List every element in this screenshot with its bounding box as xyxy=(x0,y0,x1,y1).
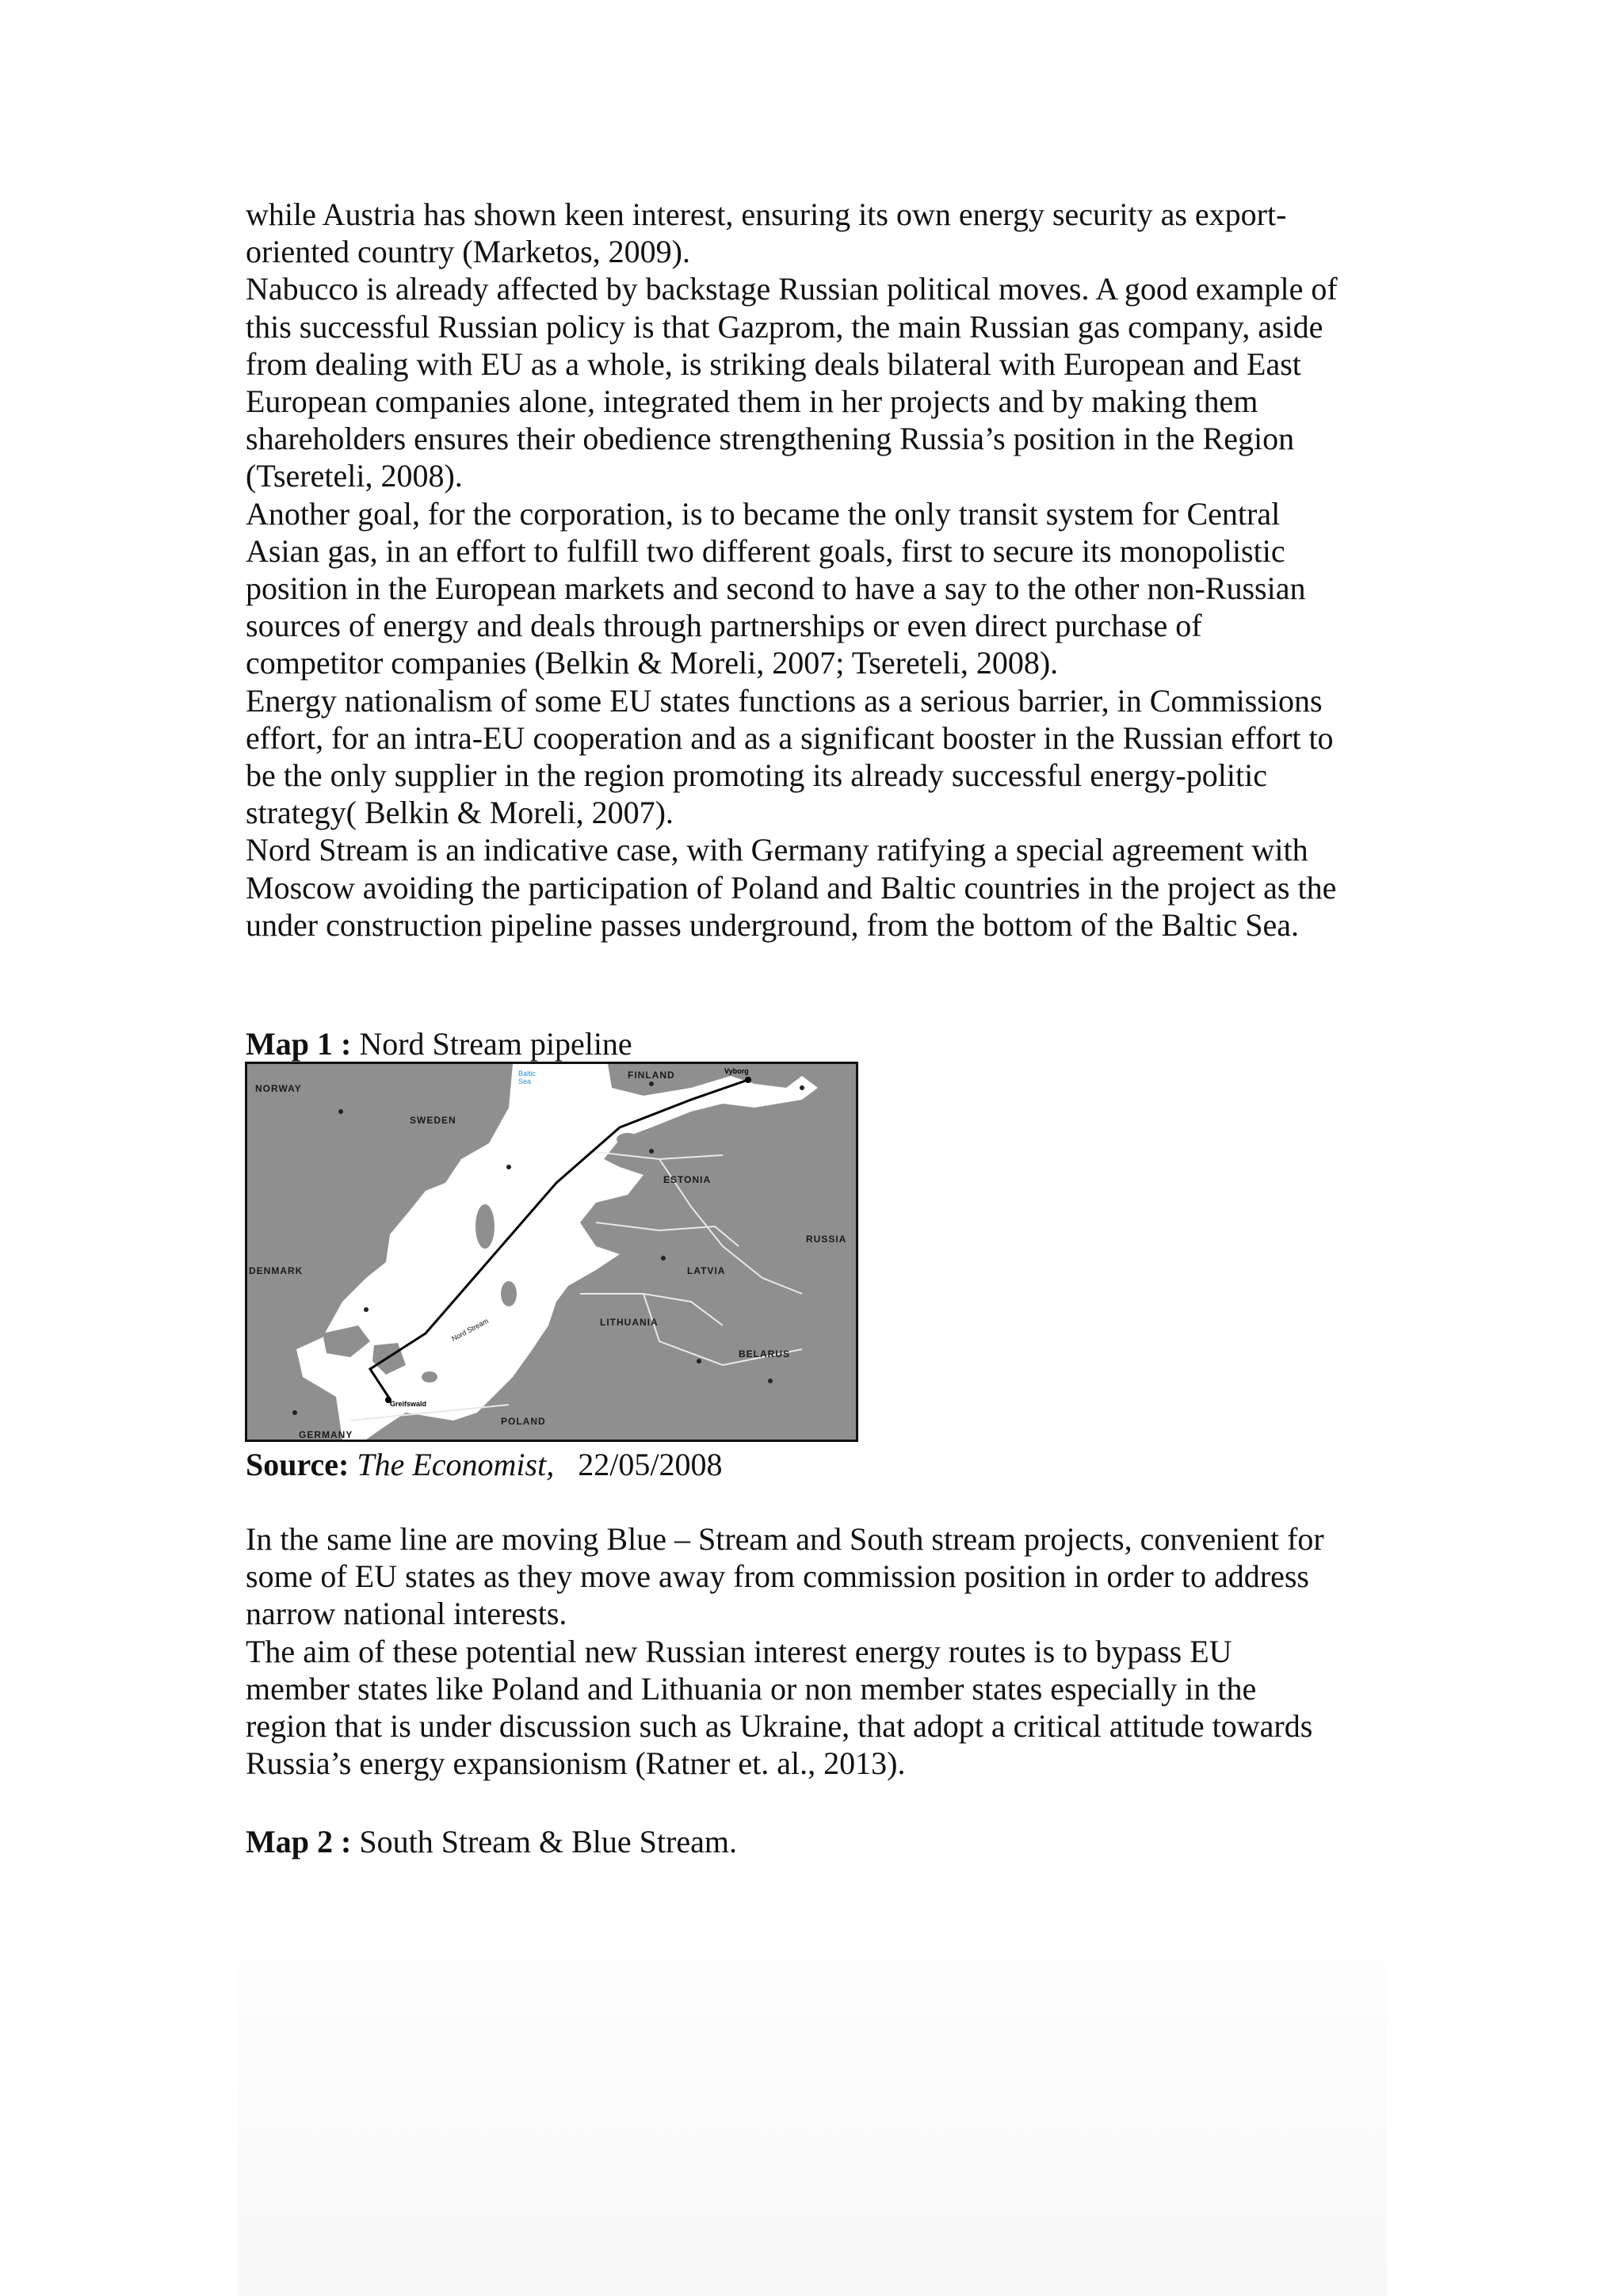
map1-title: Nord Stream pipeline xyxy=(359,1026,632,1062)
text-line: In the same line are moving Blue – Stream and South stream projects, convenient for xyxy=(246,1521,1324,1557)
map1-caption xyxy=(246,1025,1403,1062)
label-sea-1: Baltic xyxy=(518,1070,537,1077)
text-line: region that is under discussion such as Ukraine, that adopt a critical attitude towards xyxy=(246,1708,1313,1745)
map1-label: Map 1 : xyxy=(246,1026,352,1062)
map2-label: Map 2 : xyxy=(246,1824,352,1859)
text-line: European companies alone, integrated them in her projects and by making them xyxy=(246,383,1258,420)
label-lithuania: LITHUANIA xyxy=(600,1317,659,1328)
nord-stream-map xyxy=(245,1062,858,1442)
text-line: Moscow avoiding the participation of Poland and Baltic countries in the project as the xyxy=(246,869,1337,906)
text-line: (Tsereteli, 2008). xyxy=(246,458,463,494)
text-line: competitor companies (Belkin & Moreli, 2007; Tsereteli, 2008). xyxy=(246,645,1059,681)
map1-source xyxy=(246,1446,1403,1483)
text-line: member states like Poland and Lithuania or non member states especially in the xyxy=(246,1670,1257,1707)
text-line: sources of energy and deals through partnerships or even direct purchase of xyxy=(246,608,1202,644)
text-line: some of EU states as they move away from commission position in order to address xyxy=(246,1558,1309,1595)
label-vyborg: Vyborg xyxy=(724,1067,749,1075)
label-russia: RUSSIA xyxy=(806,1234,847,1245)
text-line: be the only supplier in the region promoting its already successful energy-politic xyxy=(246,757,1267,794)
text-line: strategy( Belkin & Moreli, 2007). xyxy=(246,795,674,831)
text-line: from dealing with EU as a whole, is striking deals bilateral with European and East xyxy=(246,345,1301,382)
text-line: position in the European markets and second to have a say to the other non-Russian xyxy=(246,570,1306,607)
label-denmark: DENMARK xyxy=(249,1265,304,1276)
text-line: Energy nationalism of some EU states functions as a serious barrier, in Commissions xyxy=(246,682,1323,719)
label-latvia: LATVIA xyxy=(687,1265,726,1276)
label-pipeline: Nord Stream xyxy=(450,1316,490,1343)
text-line: Nord Stream is an indicative case, with Germany ratifying a special agreement with xyxy=(246,832,1308,868)
label-greifswald: Greifswald xyxy=(390,1400,427,1408)
label-estonia: ESTONIA xyxy=(663,1174,712,1185)
text-line: shareholders ensures their obedience strengthening Russia’s position in the Region xyxy=(246,421,1295,457)
text-line: Russia’s energy expansionism (Ratner et. al., 2013). xyxy=(246,1745,906,1782)
label-sea-2: Sea xyxy=(518,1077,532,1085)
text-line: Asian gas, in an effort to fulfill two different goals, first to secure its monopolistic xyxy=(246,532,1285,569)
source-publication: The Economist, xyxy=(357,1447,555,1482)
label-norway: NORWAY xyxy=(255,1083,302,1094)
label-finland: FINLAND xyxy=(628,1070,675,1081)
text-line: Another goal, for the corporation, is to became the only transit system for Central xyxy=(246,495,1281,532)
text-line: effort, for an intra-EU cooperation and as a significant booster in the Russian effort to xyxy=(246,719,1334,756)
map2-caption xyxy=(246,1823,1403,1860)
body-text-bottom xyxy=(246,1520,1403,1782)
source-label: Source: xyxy=(246,1447,349,1482)
faint-image-area xyxy=(238,1870,1387,2296)
text-line: Nabucco is already affected by backstage Russian political moves. A good example of xyxy=(246,271,1338,307)
text-line: this successful Russian policy is that Gazprom, the main Russian gas company, aside xyxy=(246,308,1323,345)
label-poland: POLAND xyxy=(501,1416,546,1427)
source-date: 22/05/2008 xyxy=(578,1447,723,1482)
body-text-top xyxy=(246,196,1403,944)
text-line: The aim of these potential new Russian interest energy routes is to bypass EU xyxy=(246,1633,1232,1669)
text-line: narrow national interests. xyxy=(246,1596,567,1632)
text-line: oriented country (Marketos, 2009). xyxy=(246,234,690,270)
label-belarus: BELARUS xyxy=(739,1348,791,1360)
label-germany: GERMANY xyxy=(299,1429,353,1440)
map2-title: South Stream & Blue Stream. xyxy=(359,1824,737,1859)
label-sweden: SWEDEN xyxy=(410,1115,456,1126)
text-line: while Austria has shown keen interest, ensuring its own energy security as export- xyxy=(246,196,1287,232)
text-line: under construction pipeline passes underground, from the bottom of the Baltic Sea. xyxy=(246,906,1299,943)
